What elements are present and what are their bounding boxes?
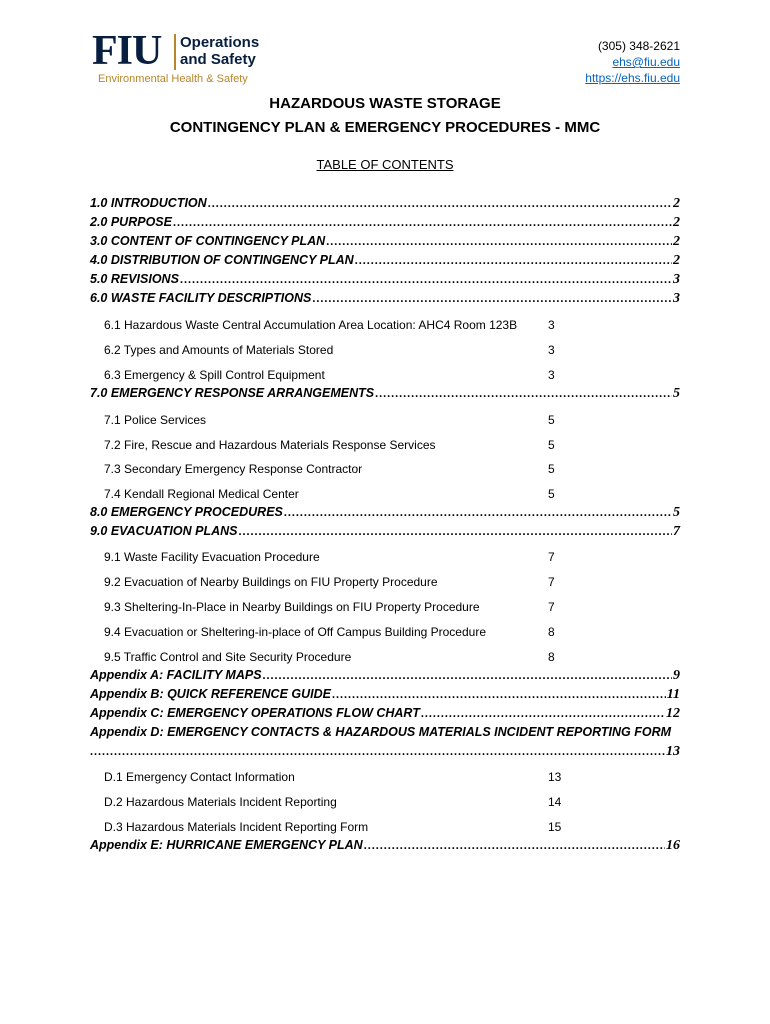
toc-entry-label: 6.2 Types and Amounts of Materials Stored [104,343,334,357]
toc-entry-7-4[interactable] [90,485,680,503]
contact-website-link[interactable]: https://ehs.fiu.edu [585,71,680,85]
toc-entry-page: 2 [673,253,680,268]
toc-entry-page: 11 [666,687,680,702]
toc-entry-appendix-d-label[interactable]: Appendix D: EMERGENCY CONTACTS & HAZARDOUS MATERIALS INCIDENT REPORTING FORM [90,725,672,739]
toc-entry-d-1[interactable] [90,768,680,786]
toc-entry-label: 2.0 PURPOSE [90,215,172,229]
contact-block [585,38,680,86]
toc-entry-page: 13 [548,770,562,784]
toc-entry-page: 12 [666,706,680,721]
toc-entry-appendix-d[interactable] [90,742,680,760]
toc-dot-leader [375,384,672,402]
toc-entry-page: 5 [548,487,555,501]
toc-dot-leader [238,522,672,540]
toc-entry-label: 9.5 Traffic Control and Site Security Procedure [104,650,352,664]
logo-subtitle: Environmental Health & Safety [98,73,248,85]
toc-dot-leader [90,742,665,760]
toc-entry-label: 5.0 REVISIONS [90,272,179,286]
toc-entry-label: 1.0 INTRODUCTION [90,196,207,210]
toc-entry-label: 9.4 Evacuation or Sheltering-in-place of Off Campus Building Procedure [104,625,486,639]
fiu-logo [92,28,292,90]
toc-entry-7-1[interactable] [90,411,680,429]
toc-entry-page: 3 [673,272,680,287]
toc-entry-label: 6.1 Hazardous Waste Central Accumulation Area Location: AHC4 Room 123B [104,318,518,332]
toc-entry-page: 2 [673,196,680,211]
toc-entry-label: Appendix B: QUICK REFERENCE GUIDE [90,687,331,701]
toc-dot-leader [326,232,672,250]
toc-entry-label: 7.0 EMERGENCY RESPONSE ARRANGEMENTS [90,386,375,400]
contact-email-link[interactable]: ehs@fiu.edu [612,55,680,69]
toc-entry-page: 3 [548,318,555,332]
toc-entry-6-3[interactable] [90,366,680,384]
toc-entry-page: 3 [548,343,555,357]
toc-entry-label: 8.0 EMERGENCY PROCEDURES [90,505,283,519]
toc-dot-leader [355,251,672,269]
toc-entry-9-0[interactable] [90,522,680,540]
toc-entry-6-2[interactable] [90,341,680,359]
toc-entry-label: D.1 Emergency Contact Information [104,770,295,784]
document-title-line1: HAZARDOUS WASTE STORAGE [269,95,501,112]
toc-entry-page: 14 [548,795,562,809]
toc-dot-leader [364,836,665,854]
toc-entry-label: 9.1 Waste Facility Evacuation Procedure [104,550,320,564]
toc-entry-appendix-c[interactable] [90,704,680,722]
logo-ops-line1: Operations [180,34,260,51]
toc-entry-appendix-a[interactable] [90,666,680,684]
toc-entry-9-1[interactable] [90,548,680,566]
toc-entry-label: Appendix E: HURRICANE EMERGENCY PLAN [90,838,363,852]
toc-entry-label: 3.0 CONTENT OF CONTINGENCY PLAN [90,234,326,248]
toc-entry-6-0[interactable] [90,289,680,307]
toc-entry-page: 7 [548,575,555,589]
toc-entry-label: D.3 Hazardous Materials Incident Reporting Form [104,820,369,834]
toc-entry-page: 13 [666,744,680,759]
toc-entry-7-2[interactable] [90,436,680,454]
document-title-line2: CONTINGENCY PLAN & EMERGENCY PROCEDURES - MMC [169,119,601,136]
toc-entry-label: D.2 Hazardous Materials Incident Reporting [104,795,337,809]
toc-entry-page: 7 [548,550,555,564]
toc-dot-leader [421,704,665,722]
toc-entry-d-2[interactable] [90,793,680,811]
toc-entry-label: 9.2 Evacuation of Nearby Buildings on FIU Property Procedure [104,575,438,589]
logo-divider [174,34,176,70]
toc-entry-page: 9 [673,668,680,683]
toc-entry-4-0[interactable] [90,251,680,269]
toc-heading: TABLE OF CONTENTS [316,157,454,172]
toc-entry-label: Appendix A: FACILITY MAPS [90,668,262,682]
toc-entry-appendix-e[interactable] [90,836,680,854]
logo-ops-text [180,34,259,68]
toc-dot-leader [332,685,666,703]
toc-entry-page: 5 [548,462,555,476]
toc-entry-page: 3 [548,368,555,382]
toc-entry-7-3[interactable] [90,460,680,478]
toc-entry-label: 7.3 Secondary Emergency Response Contractor [104,462,363,476]
toc-entry-label: 7.1 Police Services [104,413,207,427]
toc-dot-leader [173,213,672,231]
toc-entry-label: 6.0 WASTE FACILITY DESCRIPTIONS [90,291,312,305]
toc-entry-page: 8 [548,650,555,664]
contact-phone: (305) 348-2621 [597,39,680,53]
toc-entry-6-1[interactable] [90,316,680,334]
toc-entry-page: 7 [673,524,680,539]
logo-fiu-text: FIU [92,28,162,74]
toc-entry-appendix-b[interactable] [90,685,680,703]
toc-entry-page: 15 [548,820,562,834]
toc-entry-2-0[interactable] [90,213,680,231]
toc-entry-page: 5 [548,438,555,452]
toc-entry-page: 8 [548,625,555,639]
toc-entry-label: 4.0 DISTRIBUTION OF CONTINGENCY PLAN [90,253,354,267]
toc-entry-5-0[interactable] [90,270,680,288]
toc-entry-page: 2 [673,215,680,230]
toc-dot-leader [312,289,672,307]
toc-dot-leader [208,194,672,212]
toc-entry-page: 16 [666,838,680,853]
toc-entry-page: 5 [548,413,555,427]
toc-entry-page: 5 [673,386,680,401]
toc-entry-9-3[interactable] [90,598,680,616]
toc-entry-label: 7.2 Fire, Rescue and Hazardous Materials Response Services [104,438,436,452]
toc-entry-9-2[interactable] [90,573,680,591]
toc-entry-page: 5 [673,505,680,520]
logo-ops-line2: and Safety [180,51,256,68]
toc-entry-9-5[interactable] [90,648,680,666]
toc-entry-1-0[interactable] [90,194,680,212]
toc-dot-leader [263,666,672,684]
toc-entry-label: 9.0 EVACUATION PLANS [90,524,238,538]
toc-entry-3-0[interactable] [90,232,680,250]
toc-entry-page: 3 [673,291,680,306]
toc-entry-8-0[interactable] [90,503,680,521]
toc-dot-leader [284,503,672,521]
toc-entry-label: 6.3 Emergency & Spill Control Equipment [104,368,325,382]
toc-entry-page: 7 [548,600,555,614]
toc-dot-leader [180,270,672,288]
toc-entry-label: 9.3 Sheltering-In-Place in Nearby Buildings on FIU Property Procedure [104,600,480,614]
toc-entry-page: 2 [673,234,680,249]
toc-entry-9-4[interactable] [90,623,680,641]
toc-entry-7-0[interactable] [90,384,680,402]
toc-entry-d-3[interactable] [90,818,680,836]
toc-entry-label: 7.4 Kendall Regional Medical Center [104,487,299,501]
toc-entry-label: Appendix C: EMERGENCY OPERATIONS FLOW CHART [90,706,420,720]
